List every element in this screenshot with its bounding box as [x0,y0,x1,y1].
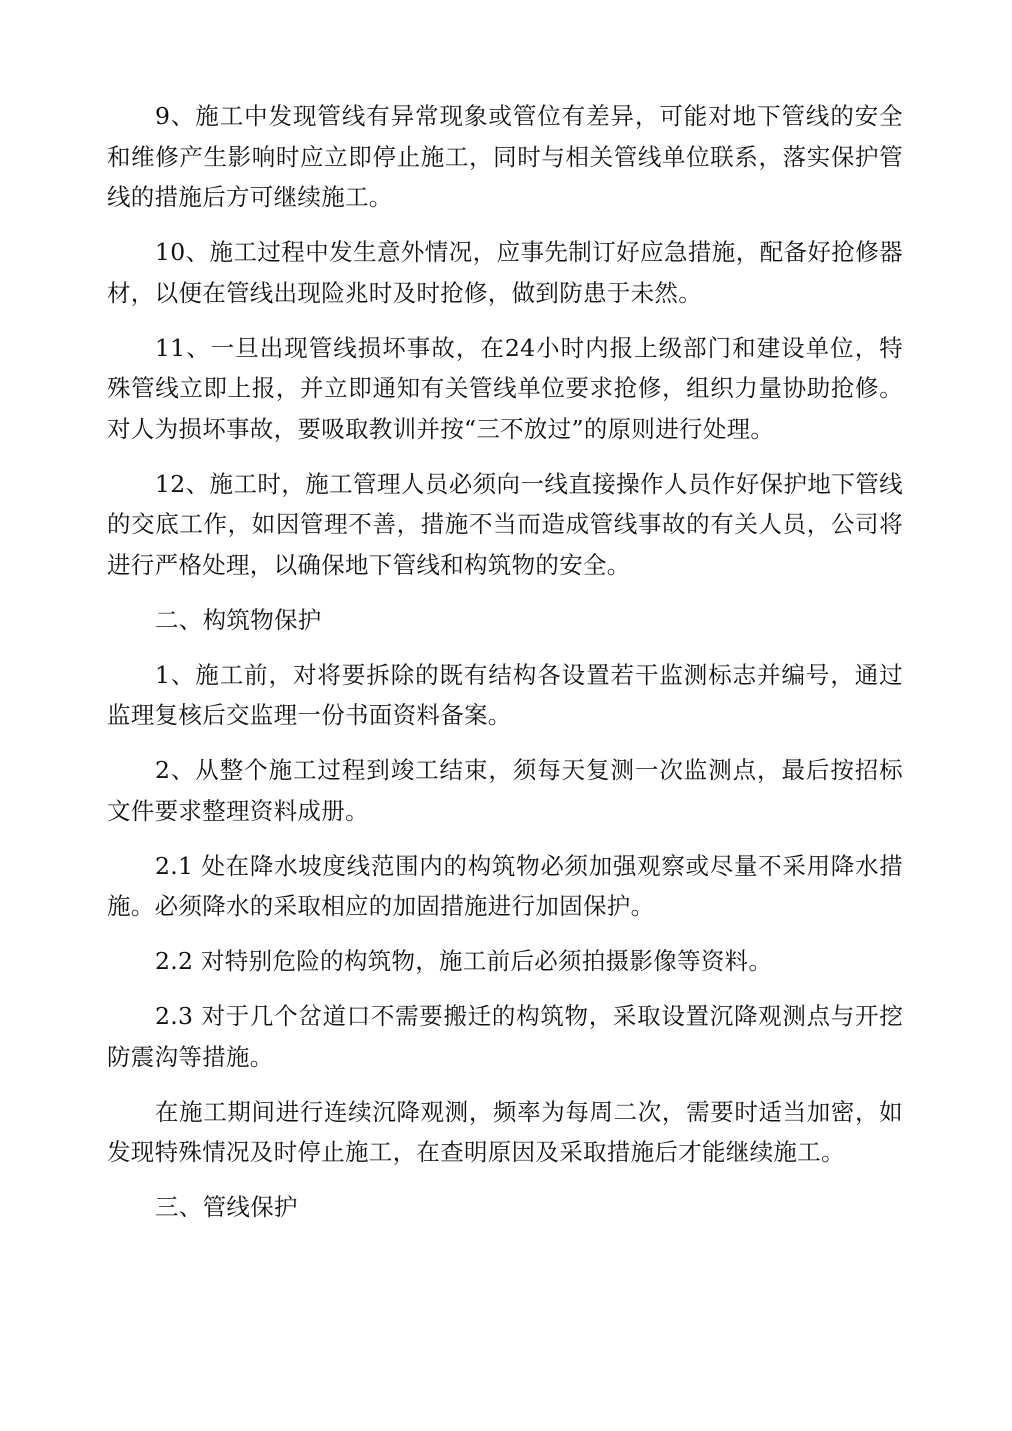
paragraph-item-10: 10、施工过程中发生意外情况，应事先制订好应急措施，配备好抢修器材，以便在管线出现险兆时及时抢修，做到防患于未然。 [107,238,903,307]
document-page [107,96,903,1242]
paragraph-item-11: 11、一旦出现管线损坏事故，在24小时内报上级部门和建设单位，特殊管线立即上报，并立即通知有关管线单位要求抢修，组织力量协助抢修。对人为损坏事故，要吸取教训并按“三不放过”的原则进行处理。 [107,333,903,443]
paragraph-structure-2: 2、从整个施工过程到竣工结束，须每天复测一次监测点，最后按招标文件要求整理资料成册。 [107,756,903,825]
paragraph-structure-2-2: 2.2 对特别危险的构筑物，施工前后必须拍摄影像等资料。 [155,947,773,975]
paragraph-item-12: 12、施工时，施工管理人员必须向一线直接操作人员作好保护地下管线的交底工作，如因管理不善，措施不当而造成管线事故的有关人员，公司将进行严格处理，以确保地下管线和构筑物的安全。 [107,469,903,579]
section-heading-pipeline-protection: 三、管线保护 [155,1193,298,1221]
paragraph-settlement-observation: 在施工期间进行连续沉降观测，频率为每周二次，需要时适当加密，如发现特殊情况及时停止施工，在查明原因及采取措施后才能继续施工。 [107,1097,903,1166]
paragraph-structure-2-3: 2.3 对于几个岔道口不需要搬迁的构筑物，采取设置沉降观测点与开挖防震沟等措施。 [107,1002,903,1071]
paragraph-item-9: 9、施工中发现管线有异常现象或管位有差异，可能对地下管线的安全和维修产生影响时应立即停止施工，同时与相关管线单位联系，落实保护管线的措施后方可继续施工。 [107,102,903,211]
paragraph-structure-1: 1、施工前，对将要拆除的既有结构各设置若干监测标志并编号，通过监理复核后交监理一份书面资料备案。 [107,660,903,729]
section-heading-structure-protection: 二、构筑物保护 [155,605,322,634]
paragraph-structure-2-1: 2.1 处在降水坡度线范围内的构筑物必须加强观察或尽量不采用降水措施。必须降水的采取相应的加固措施进行加固保护。 [107,851,903,920]
